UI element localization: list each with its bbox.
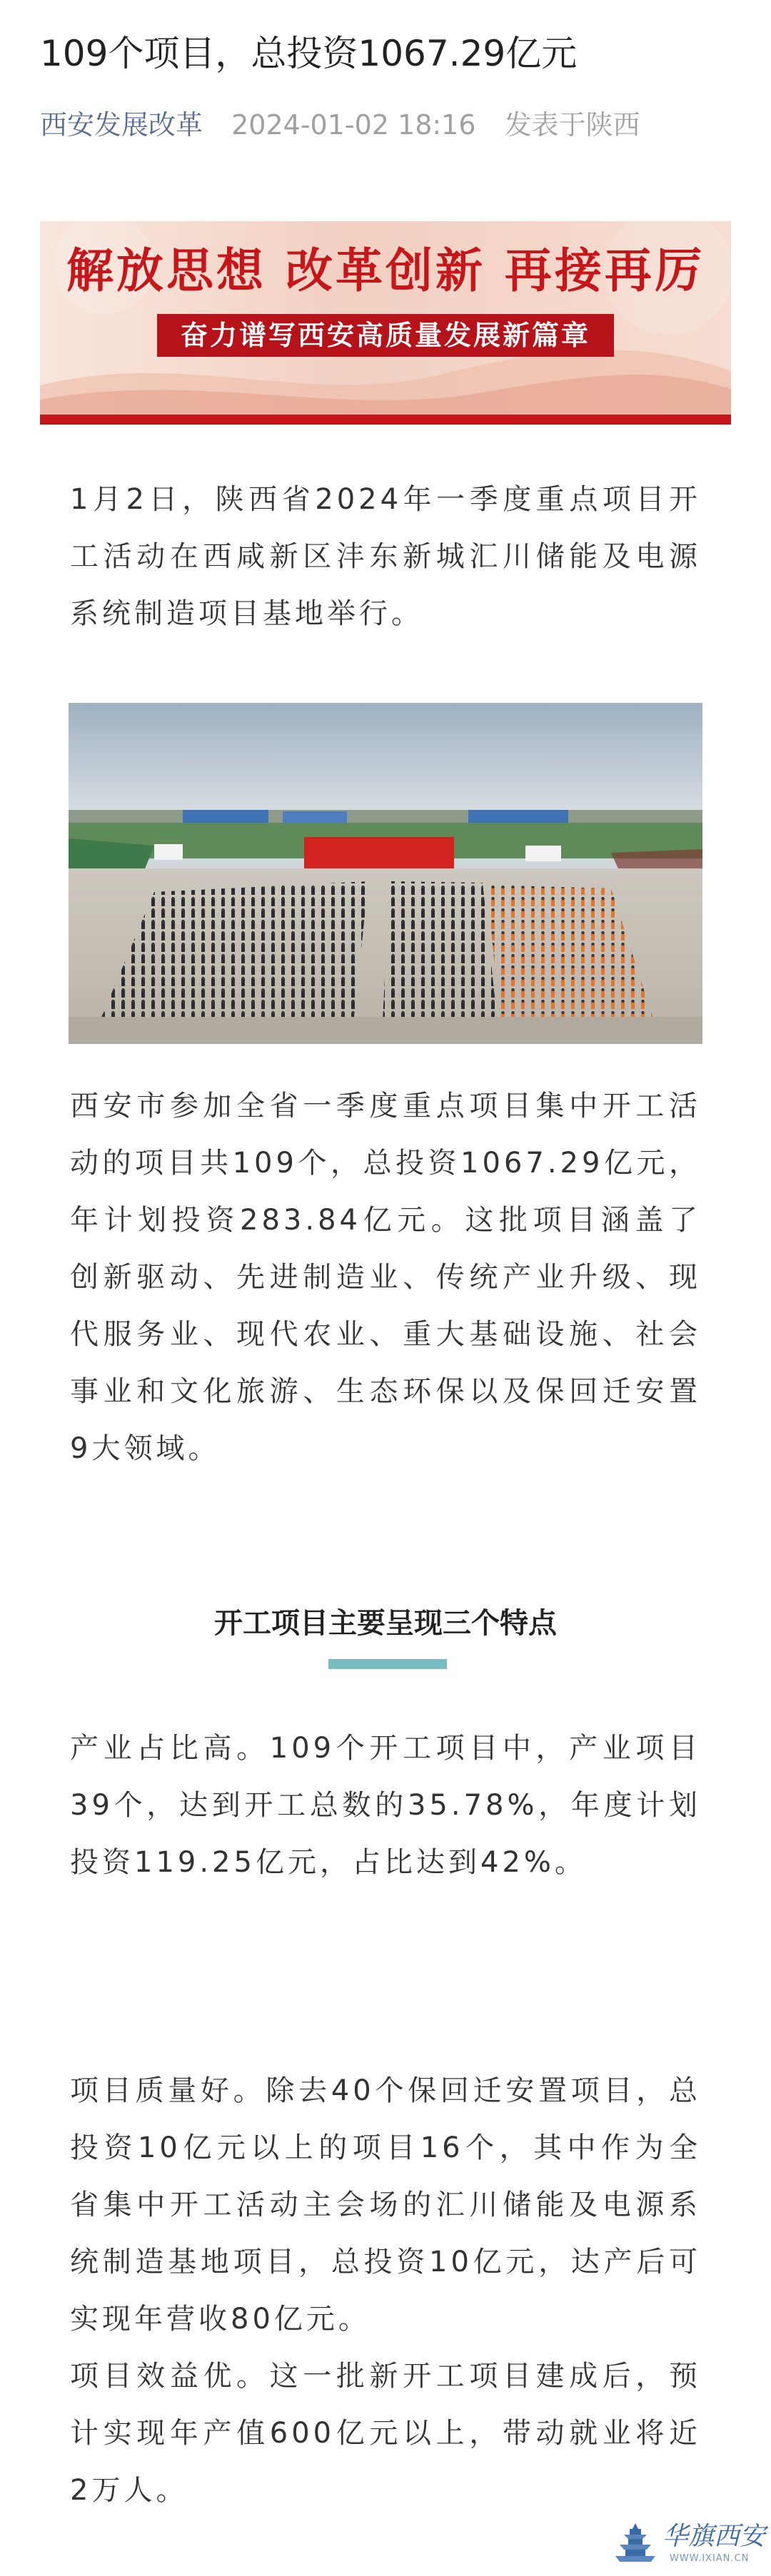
- site-watermark: [614, 2519, 766, 2569]
- banner-subline-ribbon: 奋力谱写西安高质量发展新篇章: [157, 314, 614, 357]
- paragraph-feature-quality: 项目质量好。除去40个保回迁安置项目，总投资10亿元以上的项目16个，其中作为全省集中开工活动主会场的汇川储能及电源系统制造基地项目，总投资10亿元，达产后可实现年营收80亿元。: [70, 2074, 701, 2336]
- banner-headline: 解放思想 改革创新 再接再厉: [66, 243, 705, 298]
- article-title: 109个项目，总投资1067.29亿元: [40, 33, 578, 74]
- ceremony-photo[interactable]: [69, 703, 702, 1044]
- watermark-url: WWW.IXIAN.CN: [670, 2553, 750, 2564]
- ceremony-photo-illustration: [69, 703, 702, 1044]
- paragraph-intro: 1月2日，陕西省2024年一季度重点项目开工活动在西咸新区沣东新城汇川储能及电源系统制造项目基地举行。: [70, 483, 701, 630]
- paragraph-feature-benefit: 项目效益优。这一批新开工项目建成后，预计实现年产值600亿元以上，带动就业将近2万人。: [70, 2360, 701, 2507]
- account-name-link[interactable]: 西安发展改革: [40, 109, 203, 141]
- section-heading: 开工项目主要呈现三个特点: [214, 1607, 557, 1640]
- publish-location: 发表于陕西: [504, 109, 640, 141]
- publish-datetime: 2024-01-02 18:16: [231, 109, 476, 141]
- header-banner-image: [40, 221, 731, 425]
- paragraph-feature-industry: 产业占比高。109个开工项目中，产业项目39个，达到开工总数的35.78%，年度计划投资119.25亿元，占比达到42%。: [70, 1732, 701, 1879]
- article-meta: [40, 107, 640, 143]
- paragraph-summary: 西安市参加全省一季度重点项目集中开工活动的项目共109个，总投资1067.29亿元，年计划投资283.84亿元。这批项目涵盖了创新驱动、先进制造业、传统产业升级、现代服务业、现代农业、重大基础设施、社会事业和文化旅游、生态环保以及保回迁安置9大领域。: [70, 1090, 701, 1465]
- section-heading-underline: [328, 1659, 447, 1669]
- pagoda-icon: [614, 2522, 657, 2566]
- banner-bottom-bar: [40, 415, 731, 425]
- watermark-text: 华旗西安: [662, 2522, 766, 2551]
